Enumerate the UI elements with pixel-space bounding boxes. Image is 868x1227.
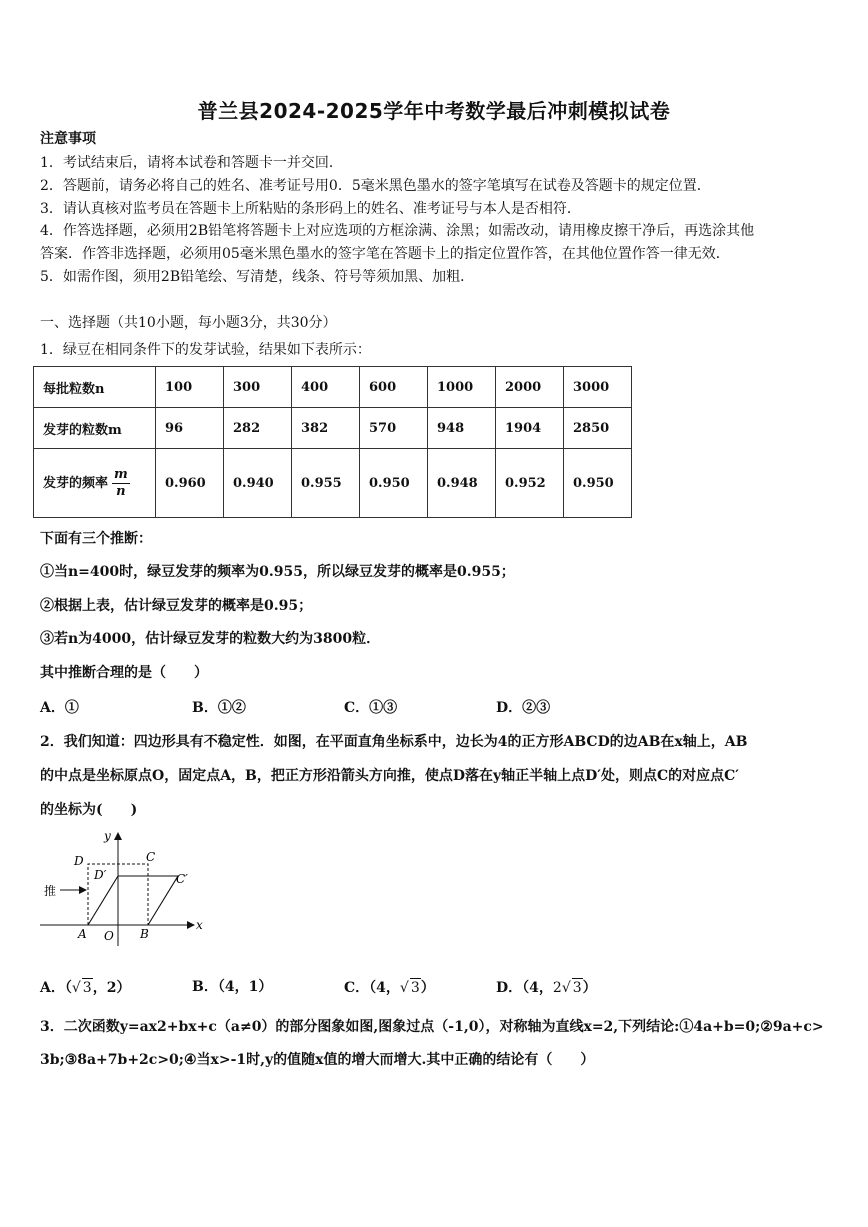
sqrt-icon: √ xyxy=(71,980,81,996)
question-2-text: 的中点是坐标原点O，固定点A，B，把正方形沿箭头方向推，使点D落在y轴正半轴上点D′处，则点C的对应点C′ xyxy=(40,768,739,784)
notice-item: 3．请认真核对监考员在答题卡上所粘贴的条形码上的姓名、准考证号与本人是否相符． xyxy=(40,201,581,217)
option-d-suffix: ） xyxy=(582,980,597,996)
page-title: 普兰县2024-2025学年中考数学最后冲刺模拟试卷 xyxy=(197,99,671,123)
table-cell: 282 xyxy=(224,408,292,449)
table-cell: 1000 xyxy=(428,367,496,408)
table-cell: 300 xyxy=(224,367,292,408)
option-b[interactable]: B．①② xyxy=(192,700,246,716)
fraction-numerator: m xyxy=(114,466,128,482)
table-cell: 382 xyxy=(292,408,360,449)
question-1-prompt: 其中推断合理的是（ ） xyxy=(40,665,208,681)
notice-item: 答案．作答非选择题，必须用05毫米黑色墨水的签字笔在答题卡上的指定位置作答，在其他位置作答一律无效． xyxy=(40,246,730,262)
label-x: x xyxy=(196,918,203,932)
label-o: O xyxy=(104,929,114,943)
table-cell: 0.955 xyxy=(292,449,360,518)
sqrt-icon: √ xyxy=(561,980,571,996)
coefficient: 2 xyxy=(552,980,562,996)
germination-table xyxy=(33,366,632,518)
question-1-stem: 1．绿豆在相同条件下的发芽试验，结果如下表所示： xyxy=(40,342,371,358)
section-heading: 一、选择题（共10小题，每小题3分，共30分） xyxy=(40,315,337,331)
table-row xyxy=(34,408,632,449)
fraction-m-over-n xyxy=(112,467,130,500)
question-2-text: 2．我们知道：四边形具有不稳定性．如图，在平面直角坐标系中，边长为4的正方形ABCD的边AB在x轴上，AB xyxy=(40,734,748,750)
table-cell: 3000 xyxy=(564,367,632,408)
label-y: y xyxy=(104,829,111,843)
label-a: A xyxy=(78,927,87,941)
question-3-text: 3b;③8a+7b+2c>0;④当x>-1时,y的值随x值的增大而增大.其中正确的结论有（ ） xyxy=(40,1052,595,1068)
table-cell: 0.960 xyxy=(156,449,224,518)
label-c-prime: C′ xyxy=(176,872,188,886)
notice-heading: 注意事项 xyxy=(40,131,96,147)
table-cell: 0.948 xyxy=(428,449,496,518)
option-c-prefix: C．（4， xyxy=(344,980,400,996)
radicand: 3 xyxy=(410,980,420,996)
label-push: 推 xyxy=(44,884,57,898)
row-label: 发芽的粒数m xyxy=(34,408,156,449)
option-b[interactable]: B．（4，1） xyxy=(192,979,273,995)
option-d[interactable]: D．②③ xyxy=(496,700,551,716)
option-c[interactable]: C．①③ xyxy=(344,700,398,716)
option-a[interactable]: A．① xyxy=(40,700,79,716)
option-a[interactable] xyxy=(40,978,130,997)
fraction-denominator: n xyxy=(116,483,126,499)
option-c-suffix: ） xyxy=(420,980,435,996)
inference-item: ①当n=400时，绿豆发芽的频率为0.955，所以绿豆发芽的概率是0.955； xyxy=(40,564,515,580)
table-cell: 2850 xyxy=(564,408,632,449)
option-c[interactable] xyxy=(344,978,435,997)
option-a-suffix: ，2） xyxy=(92,980,131,996)
radicand: 3 xyxy=(572,980,582,996)
table-cell: 100 xyxy=(156,367,224,408)
label-b: B xyxy=(140,927,149,941)
notice-item: 5．如需作图，须用2B铅笔绘、写清楚，线条、符号等须加黑、加粗． xyxy=(40,269,475,285)
row-label: 每批粒数n xyxy=(34,367,156,408)
notice-item: 1．考试结束后，请将本试卷和答题卡一并交回． xyxy=(40,155,343,171)
table-cell: 600 xyxy=(360,367,428,408)
table-cell: 0.950 xyxy=(564,449,632,518)
label-d: D xyxy=(74,854,84,868)
table-cell: 948 xyxy=(428,408,496,449)
notice-item: 2．答题前，请务必将自己的姓名、准考证号用0．5毫米黑色墨水的签字笔填写在试卷及答题卡的规定位置． xyxy=(40,178,711,194)
option-d-prefix: D．（4， xyxy=(496,980,553,996)
table-cell: 1904 xyxy=(496,408,564,449)
table-cell: 0.952 xyxy=(496,449,564,518)
square-push-figure xyxy=(36,828,216,953)
row-label-text: 发芽的频率 xyxy=(43,475,109,491)
label-d-prime: D′ xyxy=(94,868,107,882)
table-cell: 400 xyxy=(292,367,360,408)
option-d[interactable] xyxy=(496,978,597,997)
question-3-text: 3．二次函数y=ax2+bx+c（a≠0）的部分图象如图,图象过点（-1,0），对称轴为直线x=2,下列结论:①4a+b=0;②9a+c> xyxy=(40,1019,824,1035)
table-row xyxy=(34,449,632,518)
table-row xyxy=(34,367,632,408)
notice-item: 4．作答选择题，必须用2B铅笔将答题卡上对应选项的方框涂满、涂黑；如需改动，请用橡皮擦干净后，再选涂其他 xyxy=(40,223,755,239)
table-cell: 0.950 xyxy=(360,449,428,518)
inference-item: ②根据上表，估计绿豆发芽的概率是0.95； xyxy=(40,598,313,614)
label-c: C xyxy=(146,850,156,864)
question-2-text: 的坐标为( ) xyxy=(40,802,138,818)
option-a-prefix: A．（ xyxy=(40,980,72,996)
radicand: 3 xyxy=(82,980,92,996)
table-cell: 2000 xyxy=(496,367,564,408)
sqrt-icon: √ xyxy=(399,980,409,996)
table-cell: 0.940 xyxy=(224,449,292,518)
inference-item: ③若n为4000，估计绿豆发芽的粒数大约为3800粒． xyxy=(40,631,381,647)
table-cell: 570 xyxy=(360,408,428,449)
inference-lead: 下面有三个推断： xyxy=(40,531,152,547)
table-cell: 96 xyxy=(156,408,224,449)
pushed-parallelogram xyxy=(88,876,178,925)
row-label xyxy=(34,449,156,518)
